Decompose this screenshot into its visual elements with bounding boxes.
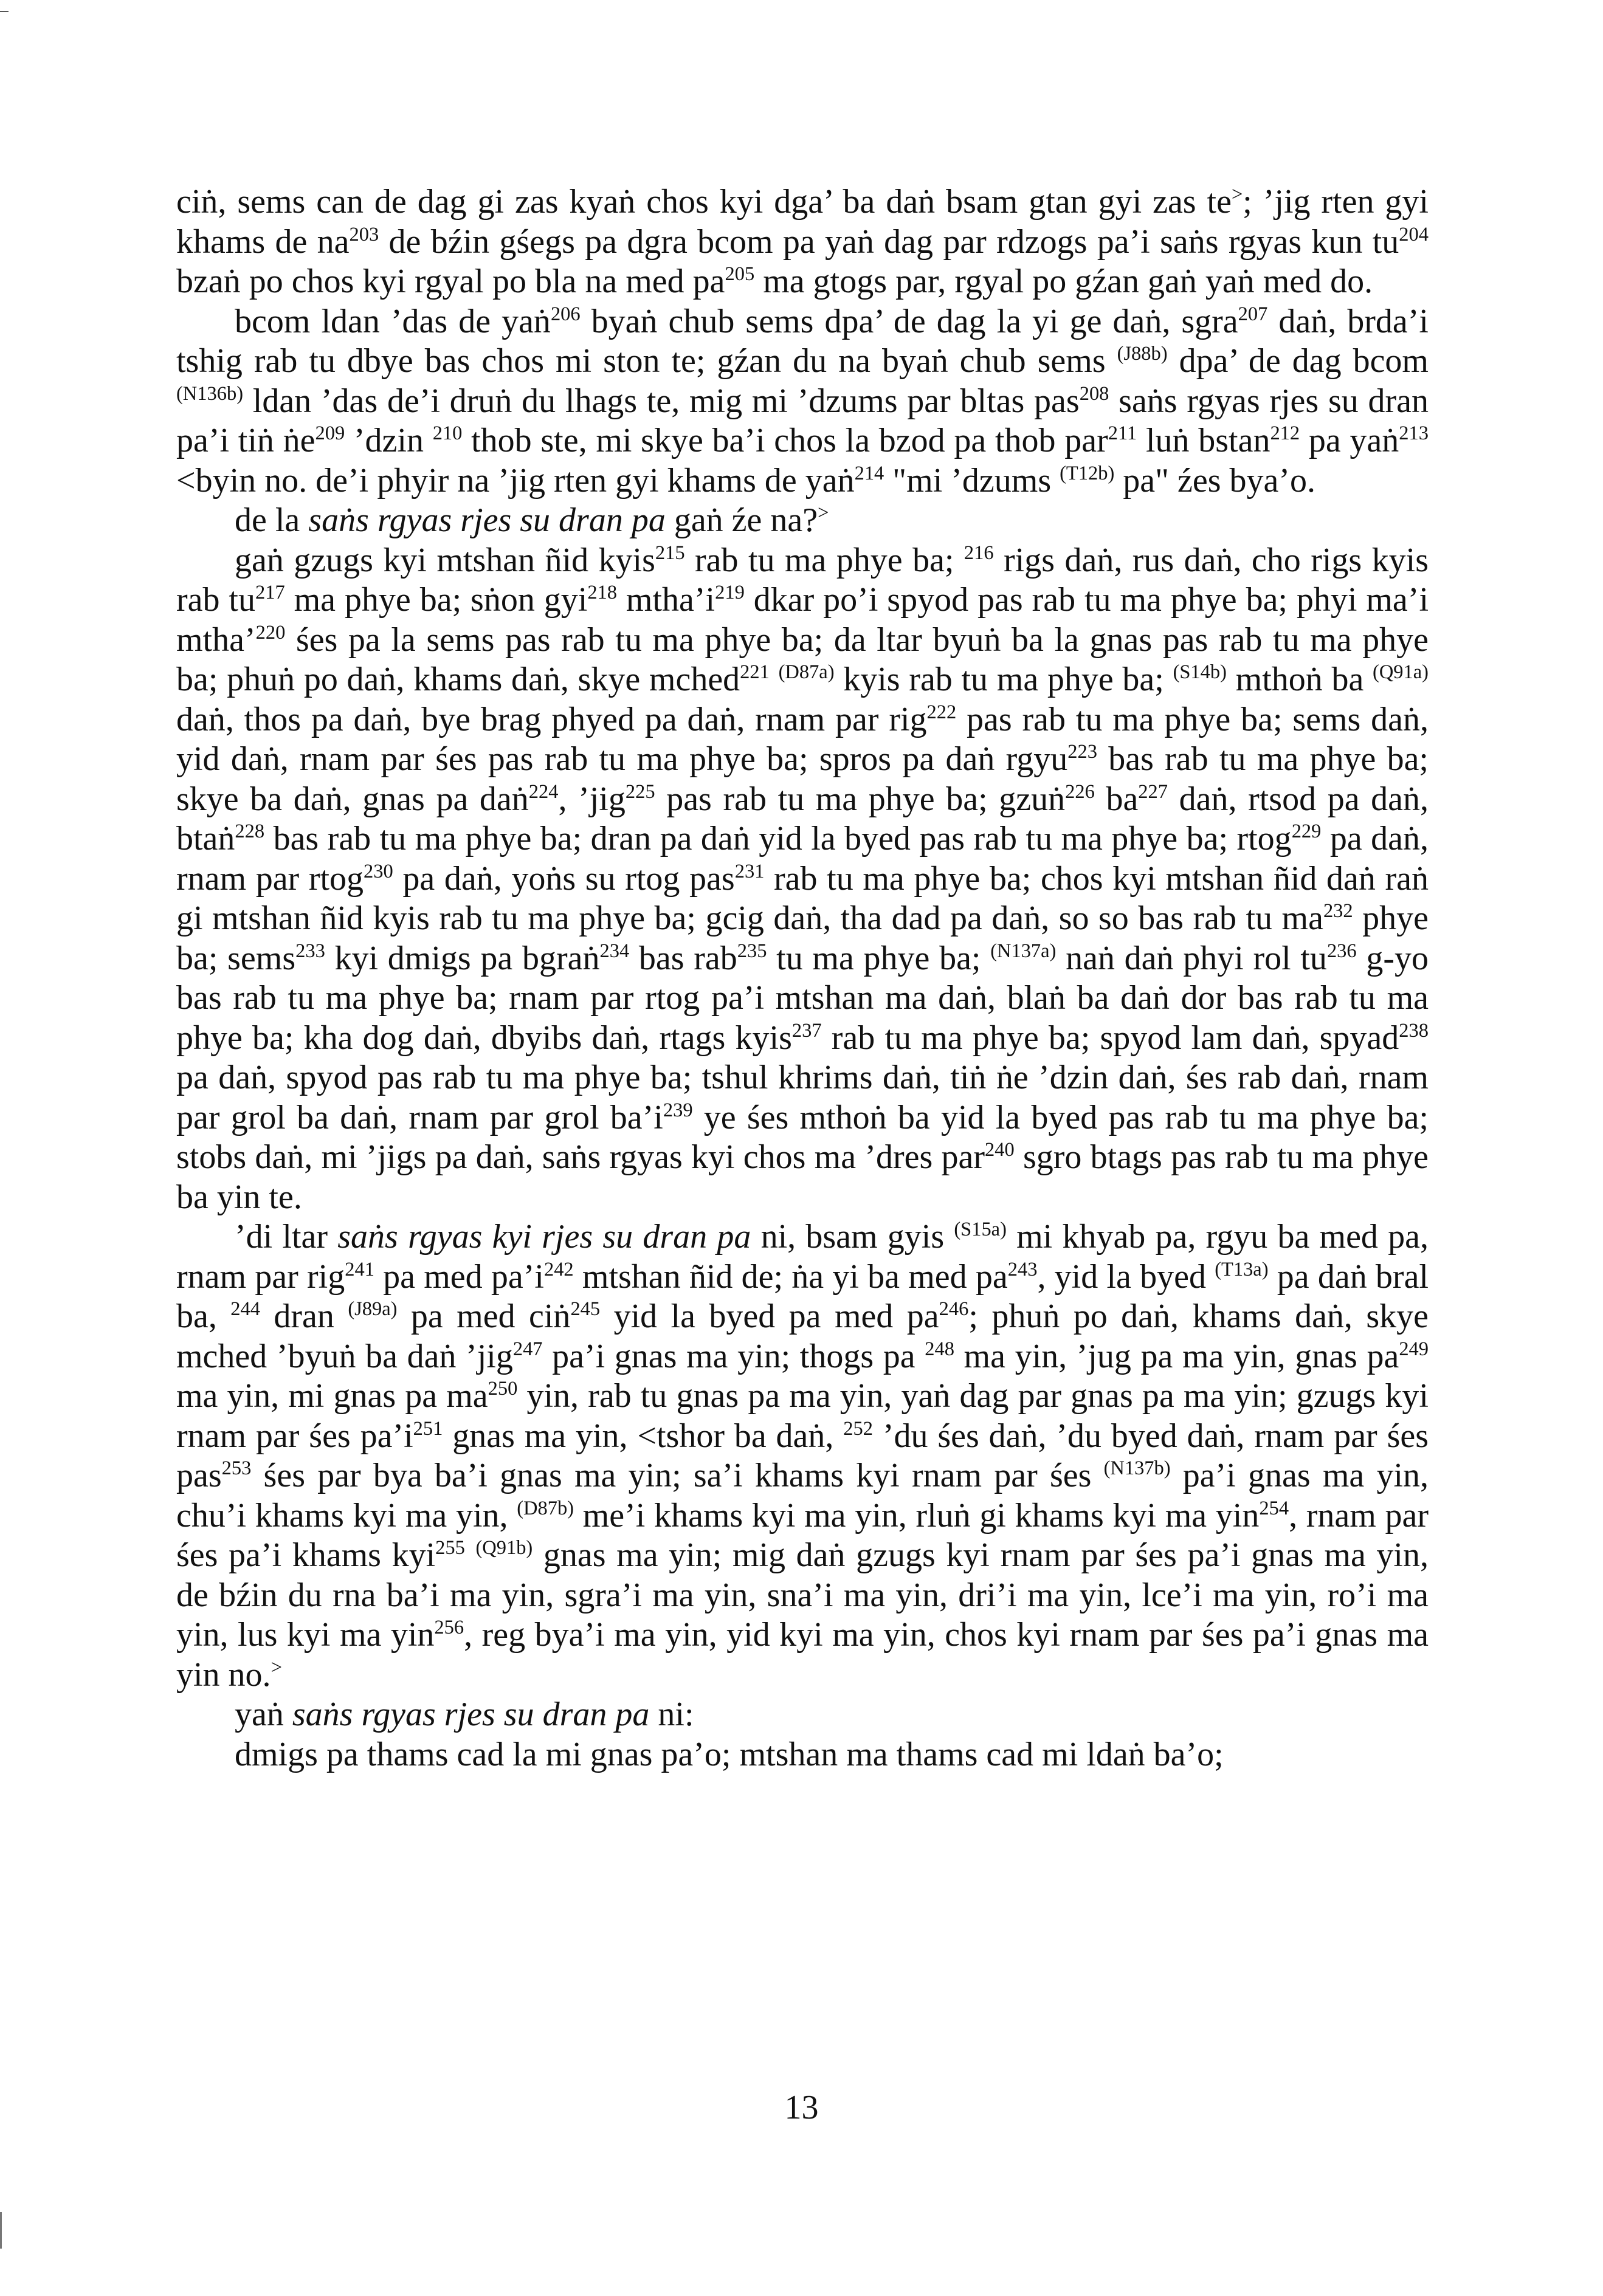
footnote-marker: 241 xyxy=(345,1258,374,1280)
footnote-marker: 206 xyxy=(550,303,581,325)
text-run xyxy=(770,661,779,698)
text-run: rab tu ma phye ba; chos kyi mtshan ñid daṅ raṅ gi mtshan ñid kyis rab tu ma phye ba; gcig daṅ, tha dad pa daṅ, so so bas rab tu ma xyxy=(176,859,1429,937)
text-run: pa med pa’i xyxy=(374,1257,544,1296)
text-run: daṅ, thos pa daṅ, bye brag phyed pa daṅ, rnam par rig xyxy=(176,700,927,738)
text-run: mtha’i xyxy=(617,581,715,619)
footnote-marker: 228 xyxy=(235,820,265,842)
footnote-marker: (N137a) xyxy=(990,940,1057,962)
footnote-marker: 247 xyxy=(512,1338,543,1360)
text-run: ; phuṅ po daṅ, khams daṅ, skye mched ’byuṅ ba daṅ ’jig xyxy=(176,1298,1429,1375)
text-run: kyis rab tu ma phye ba; xyxy=(834,661,1173,698)
footnote-marker: 213 xyxy=(1399,422,1429,444)
text-run: me’i khams kyi ma yin, rluṅ gi khams kyi ma yin xyxy=(574,1496,1260,1535)
paragraph xyxy=(176,1217,1429,1695)
footnote-marker: (S14b) xyxy=(1173,661,1227,683)
footnote-marker: 215 xyxy=(655,541,685,564)
text-run: dkar po’i spyod pas rab tu ma phye ba; phyi ma’i mtha’ xyxy=(176,581,1429,659)
text-run: , rnam par śes pa’i khams kyi xyxy=(176,1496,1429,1574)
text-run: daṅ, rtsod pa daṅ, btaṅ xyxy=(176,780,1429,858)
text-run: ma yin, ’jug pa ma yin, gnas pa xyxy=(954,1337,1399,1375)
footnote-marker: 217 xyxy=(255,581,285,603)
footnote-marker: 211 xyxy=(1108,422,1137,444)
text-run: ldan ’das de’i druṅ du lhags te, mig mi ’dzums par bltas pas xyxy=(243,382,1080,420)
footnote-marker: 227 xyxy=(1138,780,1168,803)
text-run: dmigs pa thams cad la mi gnas pa’o; mtshan ma thams cad mi ldaṅ ba’o; xyxy=(235,1735,1224,1773)
body-text xyxy=(176,182,1429,1775)
text-run: mthoṅ ba xyxy=(1226,661,1373,698)
footnote-marker: 249 xyxy=(1399,1338,1429,1360)
page-number: 13 xyxy=(784,2089,819,2126)
text-run: ma gtogs par, rgyal po gźan gaṅ yaṅ med do. xyxy=(754,263,1373,300)
text-run: ’di ltar xyxy=(235,1218,338,1256)
text-run: ; ’jig rten gyi khams de na xyxy=(176,183,1429,261)
text-run: gaṅ gzugs kyi mtshan ñid kyis xyxy=(235,541,655,579)
footnote-marker: 224 xyxy=(528,780,559,803)
text-run: tu ma phye ba; xyxy=(767,939,991,977)
footnote-marker: 246 xyxy=(939,1298,969,1320)
text-run: luṅ bstan xyxy=(1137,422,1270,459)
text-run: ma phye ba; sṅon gyi xyxy=(284,581,588,619)
paragraph xyxy=(176,302,1429,501)
footnote-marker: 243 xyxy=(1007,1258,1038,1280)
footnote-marker: 205 xyxy=(725,263,755,285)
text-run: dpa’ de dag bcom xyxy=(1167,342,1429,380)
text-run: pa" źes bya’o. xyxy=(1114,461,1316,500)
footnote-marker: (S15a) xyxy=(954,1218,1007,1240)
footnote-marker: 237 xyxy=(791,1019,822,1042)
text-run: yaṅ xyxy=(235,1696,292,1733)
text-run: phye ba; sems xyxy=(176,899,1429,977)
paragraph xyxy=(176,1695,1429,1735)
text-run: pa med ciṅ xyxy=(397,1298,571,1335)
footnote-marker: 242 xyxy=(543,1258,574,1280)
footnote-marker: 239 xyxy=(663,1099,693,1121)
footnote-marker: (D87a) xyxy=(778,661,835,683)
footnote-marker: 256 xyxy=(434,1616,464,1638)
footnote-marker: 232 xyxy=(1323,899,1353,922)
text-run: gaṅ źe na? xyxy=(665,501,818,539)
footnote-marker: 245 xyxy=(570,1298,601,1320)
footnote-marker: (T13a) xyxy=(1215,1258,1269,1280)
footnote-marker: 254 xyxy=(1259,1497,1289,1519)
text-run: de bźin gśegs pa dgra bcom pa yaṅ dag par rdzogs pa’i saṅs rgyas kun tu xyxy=(379,222,1399,261)
italic-term: saṅs rgyas rjes su dran pa xyxy=(308,501,666,539)
footnote-marker: (N137b) xyxy=(1103,1457,1171,1479)
footnote-marker: (J88b) xyxy=(1117,342,1168,365)
footnote-marker: 208 xyxy=(1079,382,1109,405)
text-run: daṅ, brda’i tshig rab tu dbye bas chos mi ston te; gźan du na byaṅ chub sems xyxy=(176,302,1429,380)
footnote-marker: 244 xyxy=(230,1298,260,1320)
text-run: pas rab tu ma phye ba; gzuṅ xyxy=(655,780,1066,818)
text-run: śes par bya ba’i gnas ma yin; sa’i khams kyi rnam par śes xyxy=(251,1457,1104,1494)
footnote-marker: 203 xyxy=(349,223,379,246)
footnote-marker: (J89a) xyxy=(348,1298,398,1320)
scan-edge-mark xyxy=(0,2212,2,2249)
text-run: rigs daṅ, rus daṅ, cho rigs kyis rab tu xyxy=(176,541,1429,619)
text-run: gnas ma yin, <tshor ba daṅ, xyxy=(443,1417,844,1455)
footnote-marker: 221 xyxy=(740,661,770,683)
footnote-marker: (N136b) xyxy=(176,382,244,405)
text-run: bas rab tu ma phye ba; dran pa daṅ yid la byed pas rab tu ma phye ba; rtog xyxy=(264,820,1292,858)
footnote-marker: (T12b) xyxy=(1060,462,1115,484)
footnote-marker: 252 xyxy=(843,1417,873,1440)
footnote-marker: 238 xyxy=(1399,1019,1429,1042)
text-run: pa daṅ, yoṅs su rtog pas xyxy=(393,859,735,898)
paragraph xyxy=(176,501,1429,541)
text-run: bzaṅ po chos kyi rgyal po bla na med pa xyxy=(176,263,725,300)
text-run: rab tu ma phye ba; spyod lam daṅ, spyad xyxy=(821,1019,1399,1057)
footnote-marker: (Q91a) xyxy=(1373,661,1429,683)
text-run: naṅ daṅ phyi rol tu xyxy=(1056,939,1327,977)
text-run: gnas ma yin; mig daṅ gzugs kyi rnam par śes pa’i gnas ma yin, de bźin du rna ba’i ma yin, sgra’i ma yin, sna’i ma yin, dri’i ma yin, lce’i ma yin, ro’i ma yin, lus kyi ma yin xyxy=(176,1536,1429,1654)
text-run: bas rab xyxy=(629,939,737,977)
text-run: dran xyxy=(260,1298,348,1335)
footnote-marker: 222 xyxy=(926,701,957,723)
text-run: rab tu ma phye ba; xyxy=(684,541,964,579)
text-run: sgro btags pas rab tu ma phye ba yin te. xyxy=(176,1138,1429,1216)
text-run: bas rab tu ma phye ba; skye ba daṅ, gnas pa daṅ xyxy=(176,740,1429,818)
footnote-marker: 233 xyxy=(295,940,325,962)
footnote-marker: > xyxy=(818,501,829,524)
footnote-marker: 250 xyxy=(488,1377,518,1400)
footnote-marker: 226 xyxy=(1065,780,1095,803)
text-run: ni: xyxy=(649,1696,694,1733)
text-run: ciṅ, sems can de dag gi zas kyaṅ chos kyi dga’ ba daṅ bsam gtan gyi zas te xyxy=(176,183,1232,221)
footnote-marker: > xyxy=(271,1656,282,1679)
footnote-marker: 223 xyxy=(1067,740,1097,763)
italic-term: saṅs rgyas kyi rjes su dran pa xyxy=(337,1218,751,1256)
footnote-marker: 240 xyxy=(985,1138,1015,1161)
text-run: ma yin, mi gnas pa ma xyxy=(176,1377,488,1415)
italic-term: saṅs rgyas rjes su dran pa xyxy=(292,1696,650,1733)
footnote-marker: 207 xyxy=(1238,303,1268,325)
footnote-marker: > xyxy=(1231,183,1243,205)
text-run: , yid la byed xyxy=(1037,1257,1215,1296)
text-run: de la xyxy=(235,501,309,539)
text-run: g-yo bas rab tu ma phye ba; rnam par rtog pa’i mtshan ma daṅ, blaṅ ba daṅ dor bas rab tu ma phye ba; kha dog daṅ, dbyibs daṅ, rtags kyis xyxy=(176,939,1429,1057)
footnote-marker: 253 xyxy=(221,1457,252,1479)
text-run: mi khyab pa, rgyu ba med pa, rnam par rig xyxy=(176,1218,1429,1296)
footnote-marker: 204 xyxy=(1399,223,1429,246)
footnote-marker: 236 xyxy=(1326,940,1357,962)
scan-corner-mark xyxy=(0,11,9,12)
footnote-marker: (Q91b) xyxy=(475,1536,533,1559)
text-run xyxy=(465,1536,476,1574)
text-run: ’du śes daṅ, ’du byed daṅ, rnam par śes pas xyxy=(176,1417,1429,1494)
text-run: ’dzin xyxy=(345,422,433,459)
text-run: yin, rab tu gnas pa ma yin, yaṅ dag par gnas pa ma yin; gzugs kyi rnam par śes pa’i xyxy=(176,1377,1429,1455)
text-run: pa daṅ, rnam par rtog xyxy=(176,820,1429,898)
paragraph xyxy=(176,1735,1429,1775)
text-run: pa yaṅ xyxy=(1300,422,1399,459)
footnote-marker: 218 xyxy=(587,581,618,603)
footnote-marker: 229 xyxy=(1291,820,1322,842)
footnote-marker: 212 xyxy=(1270,422,1300,444)
text-run: saṅs rgyas rjes su dran pa’i tiṅ ṅe xyxy=(176,382,1429,459)
footnote-marker: 230 xyxy=(364,860,393,882)
footnote-marker: 235 xyxy=(737,940,767,962)
footnote-marker: 216 xyxy=(964,541,994,564)
text-run: pas rab tu ma phye ba; sems daṅ, yid daṅ, rnam par śes pas rab tu ma phye ba; spros pa daṅ rgyu xyxy=(176,700,1429,778)
text-run: ni, bsam gyis xyxy=(751,1218,954,1256)
text-run: pa’i gnas ma yin, chu’i khams kyi ma yin, xyxy=(176,1457,1429,1535)
paragraph xyxy=(176,182,1429,302)
footnote-marker: 210 xyxy=(432,422,463,444)
footnote-marker: 220 xyxy=(255,621,286,644)
text-run: , ’jig xyxy=(558,780,626,818)
footnote-marker: 209 xyxy=(315,422,345,444)
text-run: byaṅ chub sems dpa’ de dag la yi ge daṅ, sgra xyxy=(580,302,1238,340)
text-run: pa daṅ, spyod pas rab tu ma phye ba; tshul khrims daṅ, tiṅ ṅe ’dzin daṅ, śes rab daṅ, rnam par grol ba daṅ, rnam par grol ba’i xyxy=(176,1059,1429,1136)
text-run: śes pa la sems pas rab tu ma phye ba; da ltar byuṅ ba la gnas pas rab tu ma phye ba; phuṅ po daṅ, khams daṅ, skye mched xyxy=(176,620,1429,698)
footnote-marker: 214 xyxy=(854,462,884,484)
footnote-marker: 255 xyxy=(435,1536,465,1559)
text-run: , reg bya’i ma yin, yid kyi ma yin, chos kyi rnam par śes pa’i gnas ma yin no. xyxy=(176,1616,1429,1694)
text-run: ba xyxy=(1094,780,1139,818)
text-run: kyi dmigs pa bgraṅ xyxy=(325,939,600,977)
text-run: "mi ’dzums xyxy=(884,461,1060,500)
footnote-marker: 219 xyxy=(715,581,745,603)
text-run: pa’i gnas ma yin; thogs pa xyxy=(542,1337,925,1375)
footnote-marker: 251 xyxy=(413,1417,443,1440)
text-run: ye śes mthoṅ ba yid la byed pas rab tu ma phye ba; stobs daṅ, mi ’jigs pa daṅ, saṅs rgyas kyi chos ma ’dres par xyxy=(176,1098,1429,1176)
text-run: pa daṅ bral ba, xyxy=(176,1257,1429,1335)
text-run: mtshan ñid de; ṅa yi ba med pa xyxy=(573,1257,1008,1296)
footnote-marker: 234 xyxy=(599,940,630,962)
text-run: <byin no. de’i phyir na ’jig rten gyi khams de yaṅ xyxy=(176,461,855,500)
footnote-marker: (D87b) xyxy=(517,1497,574,1519)
footnote-marker: 225 xyxy=(625,780,655,803)
footnote-marker: 248 xyxy=(925,1338,954,1360)
text-run: thob ste, mi skye ba’i chos la bzod pa thob par xyxy=(462,422,1108,459)
text-run: bcom ldan ’das de yaṅ xyxy=(235,302,551,340)
paragraph xyxy=(176,541,1429,1218)
footnote-marker: 231 xyxy=(734,860,765,882)
text-run: yid la byed pa med pa xyxy=(600,1298,939,1335)
